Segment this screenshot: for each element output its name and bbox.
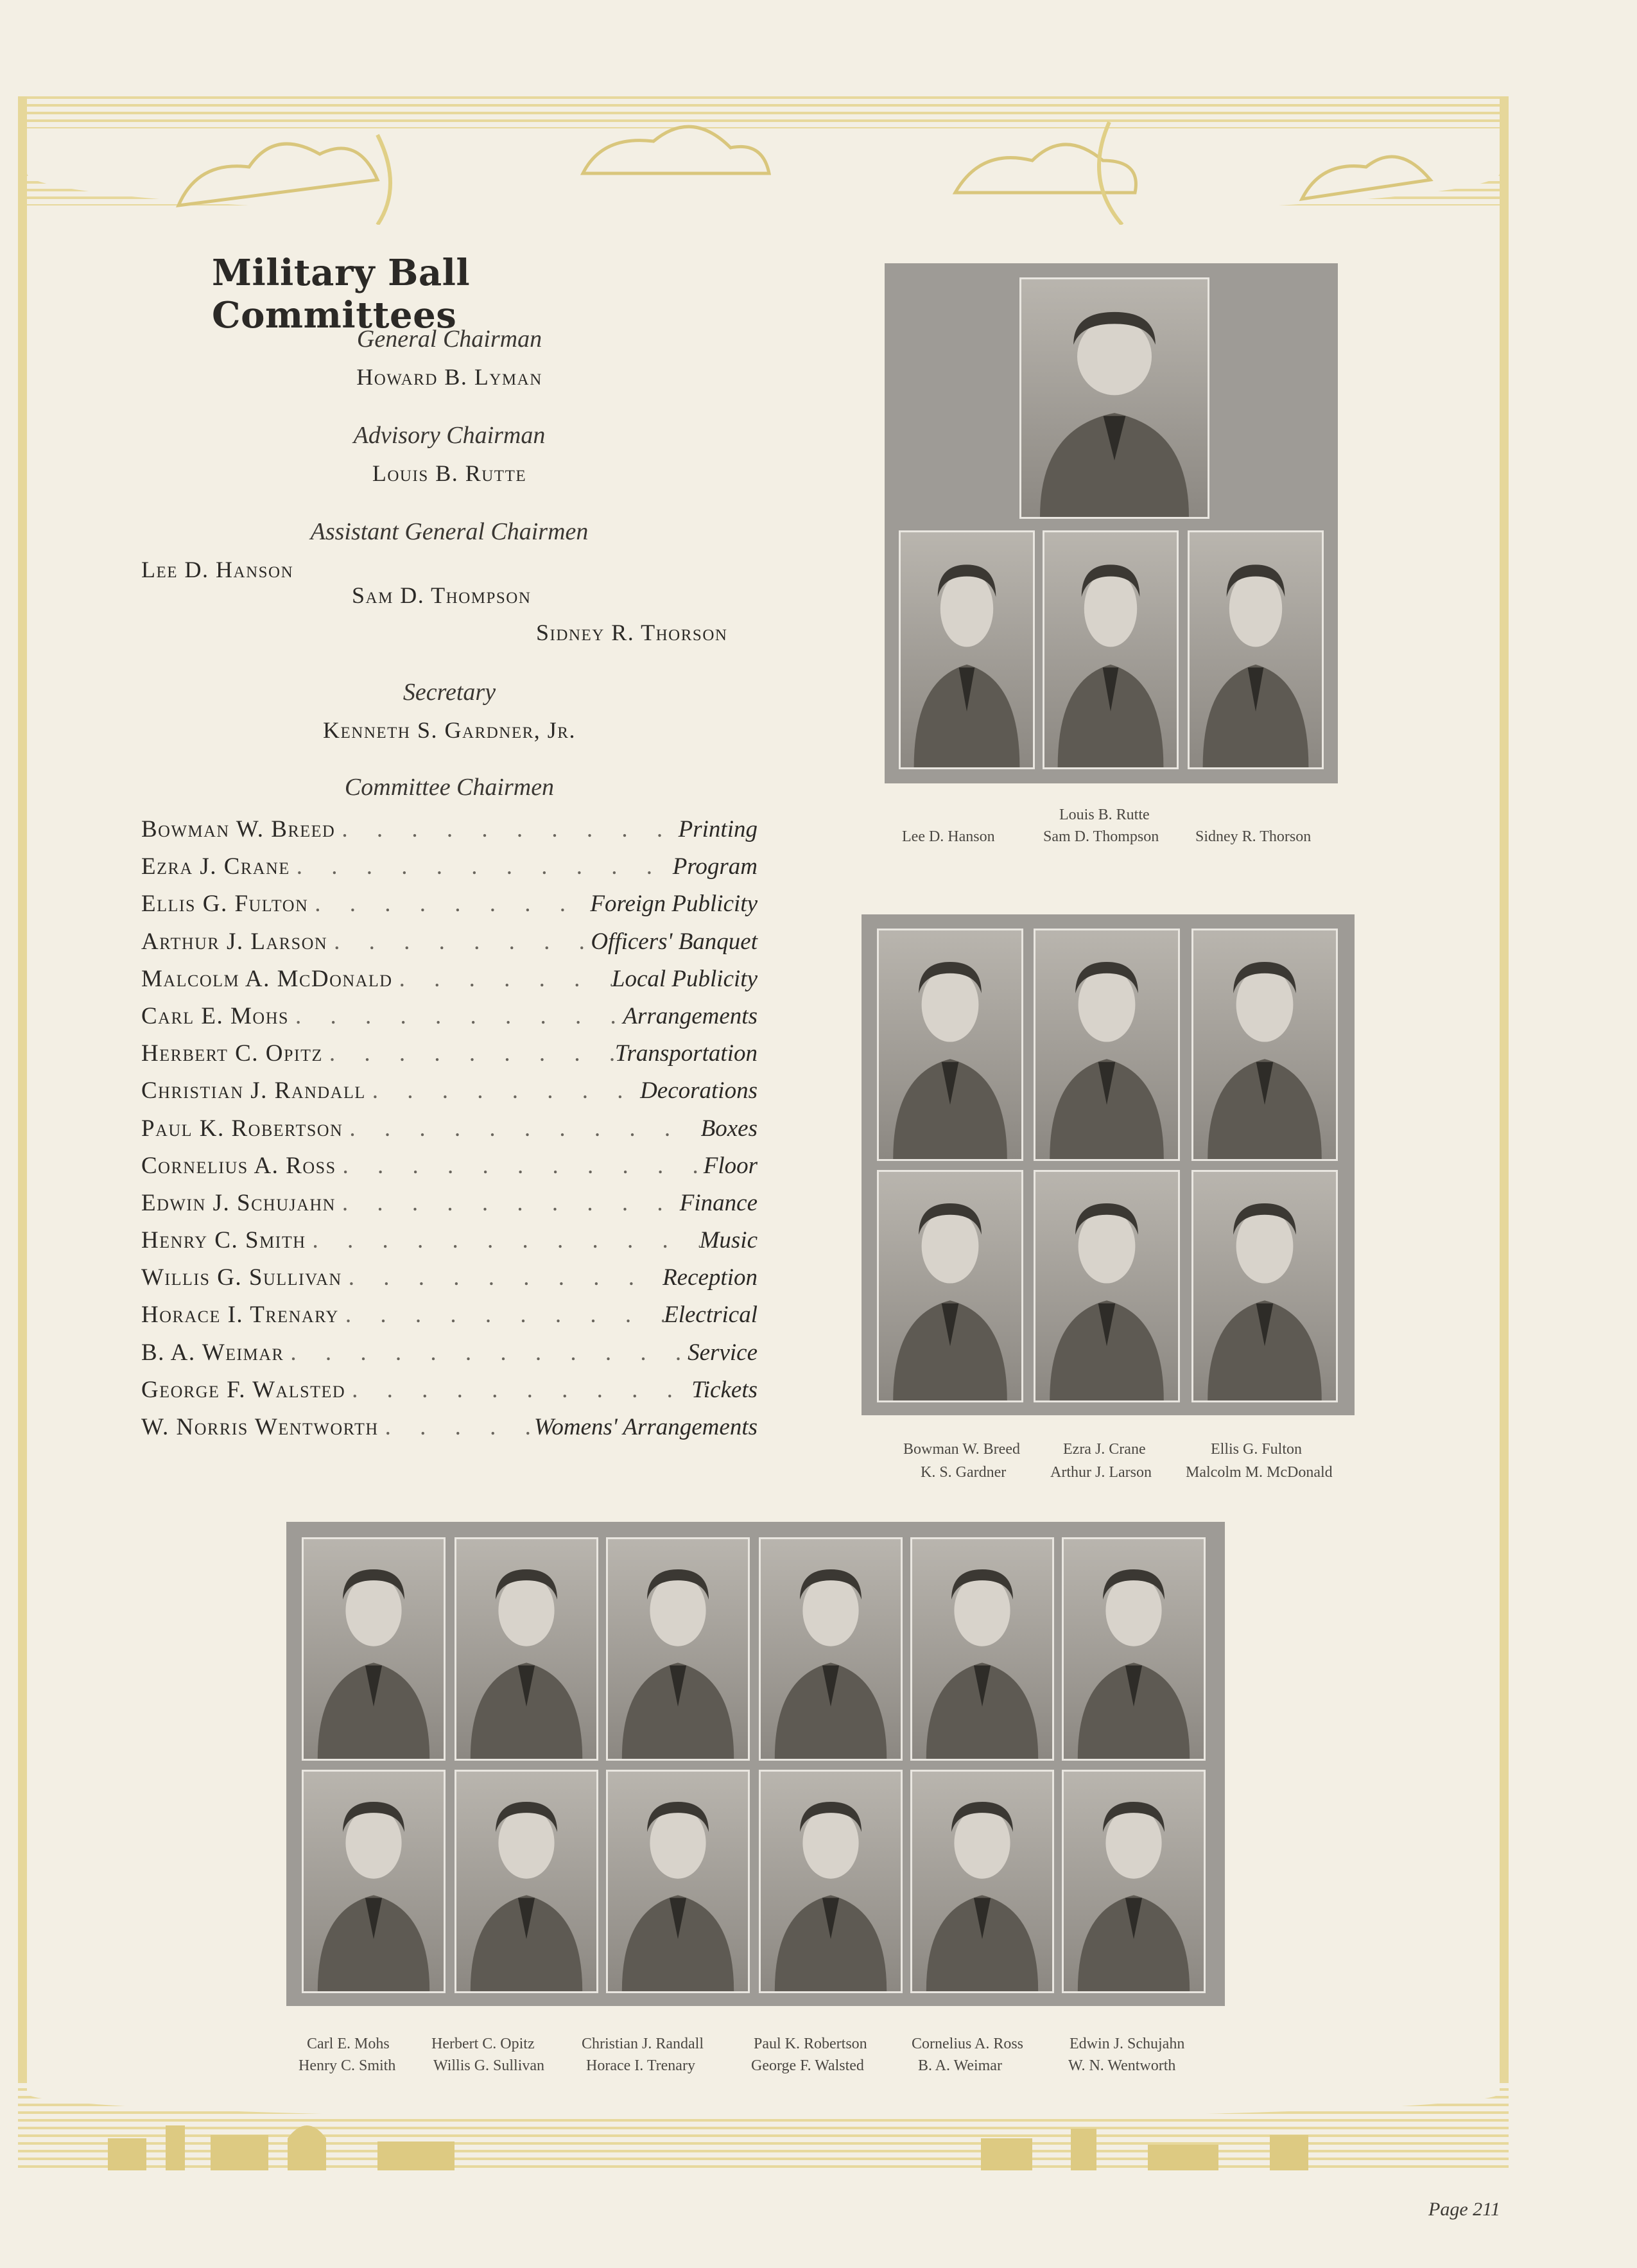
portrait-silhouette — [1035, 930, 1178, 1159]
portrait-silhouette — [1035, 1172, 1178, 1400]
portrait-silhouette — [1193, 1172, 1336, 1400]
portrait-silhouette — [912, 1772, 1052, 1991]
general-chairman-name: Howard B. Lyman — [356, 364, 542, 390]
portrait-photo — [1062, 1537, 1206, 1761]
assistant-name-1: Lee D. Hanson — [141, 557, 294, 582]
committee-row: George F. Walsted . . . Tickets — [141, 1376, 758, 1413]
portrait-silhouette — [1064, 1772, 1204, 1991]
portrait-photo — [1062, 1770, 1206, 1993]
photo-caption: Willis G. Sullivan — [433, 2057, 545, 2074]
portrait-silhouette — [761, 1539, 901, 1759]
photo-caption: Sidney R. Thorson — [1195, 828, 1312, 845]
portrait-photo — [910, 1537, 1054, 1761]
portrait-photo — [877, 1170, 1023, 1402]
portrait-silhouette — [879, 1172, 1021, 1400]
portrait-photo — [1019, 277, 1209, 519]
portrait-silhouette — [1044, 532, 1177, 767]
portrait-silhouette — [901, 532, 1033, 767]
portrait-photo — [606, 1770, 750, 1993]
committee-row: Malcolm A. McDonald . . . Local Publicity — [141, 965, 758, 1002]
committee-row: Arthur J. Larson . . . Officers' Banquet — [141, 928, 758, 965]
committee-row: Henry C. Smith . . . Music — [141, 1226, 758, 1264]
assistant-name-2: Sam D. Thompson — [352, 582, 532, 608]
portrait-silhouette — [1190, 532, 1322, 767]
secretary-role: Secretary — [403, 679, 496, 706]
portrait-silhouette — [912, 1539, 1052, 1759]
assistant-name-3: Sidney R. Thorson — [536, 620, 728, 645]
committee-row: W. Norris Wentworth . . . Womens' Arrangements — [141, 1413, 758, 1451]
portrait-photo — [302, 1770, 446, 1993]
portrait-photo — [759, 1537, 903, 1761]
committee-list — [141, 816, 758, 1451]
portrait-photo — [1034, 1170, 1180, 1402]
photo-caption: Arthur J. Larson — [1050, 1464, 1152, 1481]
committee-row: Ezra J. Crane . . . Program — [141, 853, 758, 890]
page-number: Page 211 — [1428, 2199, 1500, 2220]
committee-row: B. A. Weimar . . . Service — [141, 1339, 758, 1376]
portrait-silhouette — [1064, 1539, 1204, 1759]
advisory-chairman-name: Louis B. Rutte — [372, 460, 527, 486]
committee-row: Edwin J. Schujahn . . . Finance — [141, 1189, 758, 1226]
portrait-photo — [1034, 929, 1180, 1161]
portrait-photo — [1191, 1170, 1338, 1402]
photo-caption: K. S. Gardner — [921, 1464, 1007, 1481]
portrait-photo — [606, 1537, 750, 1761]
skyline-ornament — [18, 2100, 1509, 2170]
photo-caption: Ellis G. Fulton — [1211, 1441, 1303, 1458]
page-title: Military Ball Committees — [212, 252, 471, 336]
portrait-photo — [1191, 929, 1338, 1161]
photo-caption: W. N. Wentworth — [1068, 2057, 1176, 2074]
photo-caption: Herbert C. Opitz — [431, 2036, 535, 2052]
photo-caption: Malcolm M. McDonald — [1186, 1464, 1333, 1481]
portrait-silhouette — [456, 1539, 596, 1759]
portrait-photo — [899, 530, 1035, 769]
secretary-name: Kenneth S. Gardner, Jr. — [323, 717, 576, 743]
portrait-photo — [302, 1537, 446, 1761]
photo-caption: Louis B. Rutte — [1059, 807, 1150, 823]
photo-caption: Horace I. Trenary — [586, 2057, 695, 2074]
general-chairman-role: General Chairman — [356, 326, 542, 353]
photo-caption: Bowman W. Breed — [903, 1441, 1020, 1458]
portrait-photo — [1188, 530, 1324, 769]
committee-row: Ellis G. Fulton . . . Foreign Publicity — [141, 890, 758, 927]
photo-caption: Henry C. Smith — [299, 2057, 396, 2074]
advisory-chairman-role: Advisory Chairman — [353, 422, 546, 449]
portrait-photo — [455, 1537, 598, 1761]
committee-row: Carl E. Mohs . . . Arrangements — [141, 1002, 758, 1040]
committee-row: Christian J. Randall . . . Decorations — [141, 1077, 758, 1114]
photo-caption: Paul K. Robertson — [754, 2036, 867, 2052]
photo-caption: B. A. Weimar — [918, 2057, 1002, 2074]
committee-row: Bowman W. Breed . . . Printing — [141, 816, 758, 853]
portrait-silhouette — [608, 1772, 748, 1991]
photo-caption: Christian J. Randall — [582, 2036, 704, 2052]
portrait-photo — [455, 1770, 598, 1993]
photo-caption: Carl E. Mohs — [307, 2036, 390, 2052]
portrait-photo — [1043, 530, 1179, 769]
assistant-chairmen-role: Assistant General Chairmen — [310, 518, 589, 545]
portrait-photo — [759, 1770, 903, 1993]
committee-row: Herbert C. Opitz . . . Transportation — [141, 1040, 758, 1077]
portrait-silhouette — [1193, 930, 1336, 1159]
portrait-silhouette — [761, 1772, 901, 1991]
photo-caption: Edwin J. Schujahn — [1070, 2036, 1185, 2052]
photo-caption: Cornelius A. Ross — [912, 2036, 1024, 2052]
portrait-photo — [877, 929, 1023, 1161]
photo-caption: George F. Walsted — [751, 2057, 864, 2074]
photo-caption: Sam D. Thompson — [1043, 828, 1159, 845]
portrait-silhouette — [304, 1539, 444, 1759]
portrait-photo — [910, 1770, 1054, 1993]
committee-row: Cornelius A. Ross . . . Floor — [141, 1152, 758, 1189]
committee-row: Paul K. Robertson . . . Boxes — [141, 1115, 758, 1152]
portrait-silhouette — [304, 1772, 444, 1991]
committee-heading: Committee Chairmen — [344, 774, 555, 801]
portrait-silhouette — [608, 1539, 748, 1759]
portrait-silhouette — [1021, 279, 1208, 517]
committee-row: Willis G. Sullivan . . . Reception — [141, 1264, 758, 1301]
committee-row: Horace I. Trenary . . . Electrical — [141, 1301, 758, 1338]
portrait-silhouette — [879, 930, 1021, 1159]
photo-caption: Ezra J. Crane — [1063, 1441, 1146, 1458]
portrait-silhouette — [456, 1772, 596, 1991]
photo-caption: Lee D. Hanson — [902, 828, 995, 845]
